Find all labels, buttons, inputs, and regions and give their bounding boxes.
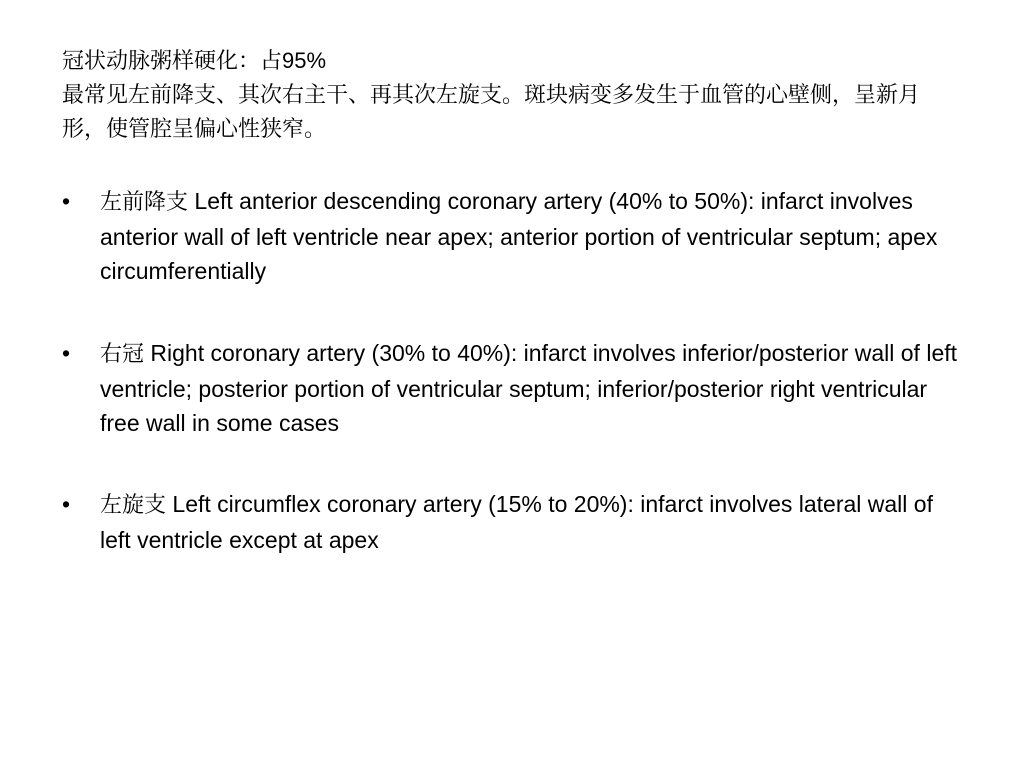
bullet-marker: • [62, 491, 71, 517]
bullet-en-description: Left circumflex coronary artery (15% to 20%): infarct involves lateral wall of left ventricle except at apex [100, 491, 933, 553]
bullet-en-description: Left anterior descending coronary artery (40% to 50%): infarct involves anterior wall of left ventricle near apex; anterior portion of ventricular septum; apex circumferentially [100, 188, 938, 284]
bullet-marker: • [62, 188, 71, 214]
intro-heading-percentage: 95% [282, 48, 327, 73]
bullet-item-rca [62, 336, 967, 440]
intro-body-text: 最常见左前降支、其次右主干、再其次左旋支。斑块病变多发生于血管的心壁侧，呈新月形，使管腔呈偏心性狭窄。 [62, 83, 921, 142]
bullet-zh-term: 左前降支 [100, 190, 189, 215]
bullet-marker: • [62, 340, 71, 366]
bullet-en-description: Right coronary artery (30% to 40%): infarct involves inferior/posterior wall of left ventricle; posterior portion of ventricular septum; inferior/posterior right ventricular free wall in some cases [100, 340, 958, 436]
bullet-zh-term: 左旋支 [100, 493, 167, 518]
intro-heading-text: 冠状动脉粥样硬化：占 [62, 49, 283, 74]
bullet-list [62, 184, 967, 605]
bullet-zh-term: 右冠 [100, 342, 145, 367]
intro-paragraph [62, 44, 962, 147]
intro-heading-line [62, 44, 962, 79]
bullet-item-lad [62, 184, 967, 288]
bullet-item-lcx [62, 487, 967, 557]
